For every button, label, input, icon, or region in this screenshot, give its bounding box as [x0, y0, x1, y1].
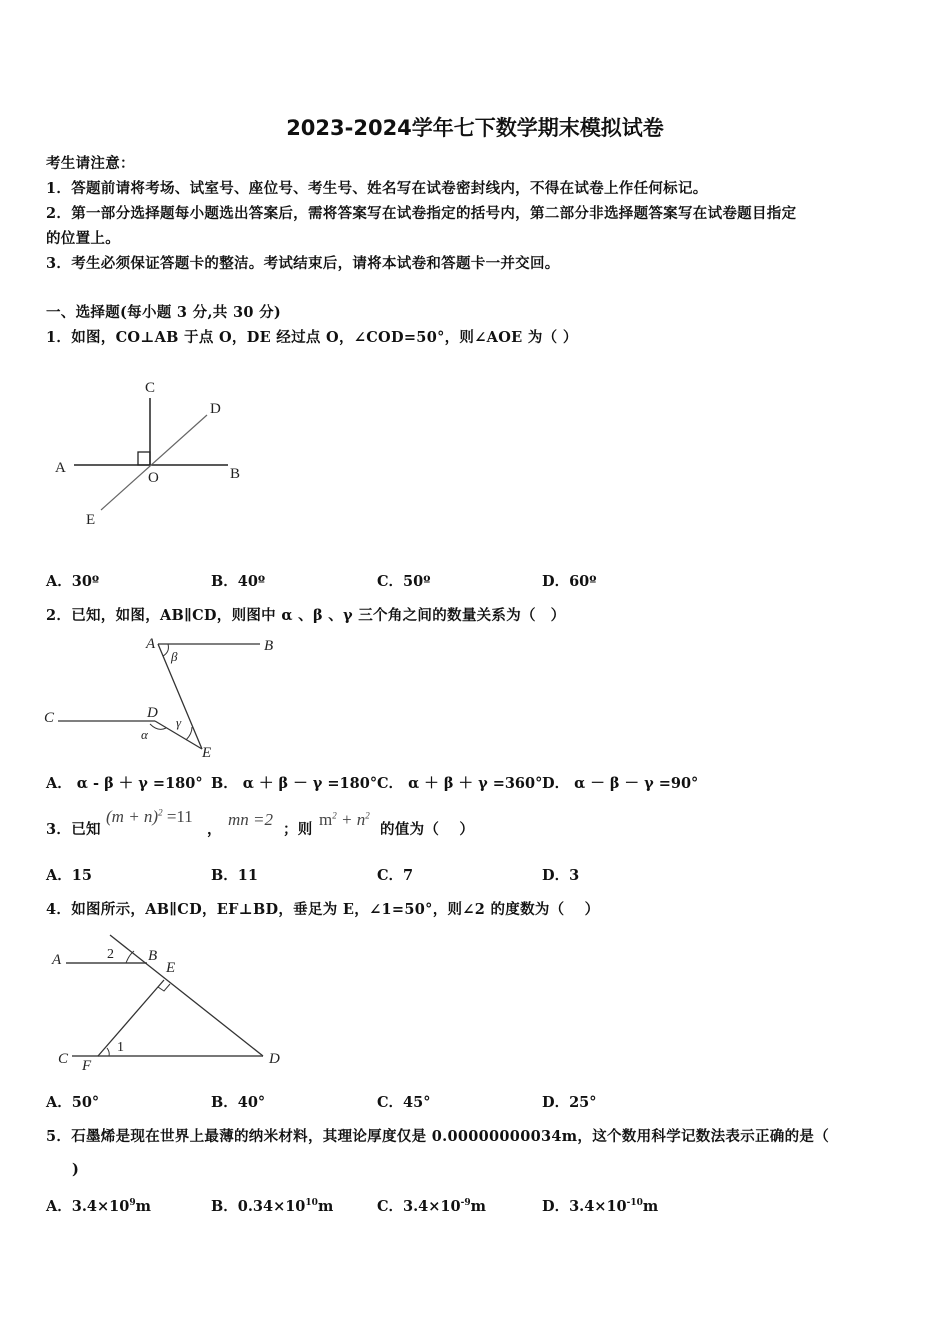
q1-option-d[interactable]: D．60º	[542, 573, 597, 590]
q3-option-c[interactable]: C．7	[377, 867, 414, 884]
svg-text:2: 2	[107, 947, 114, 962]
question-1-text: 1．如图，CO⊥AB 于点 O，DE 经过点 O，∠COD=50°，则∠AOE 为（ ）	[46, 329, 578, 346]
question-3-expr2: mn =2	[228, 810, 273, 829]
svg-text:B: B	[230, 466, 241, 482]
q2-option-d[interactable]: D． α － β － γ =90°	[542, 775, 699, 792]
svg-text:E: E	[202, 745, 212, 761]
q4-option-a[interactable]: A．50°	[46, 1094, 100, 1111]
q1-option-c[interactable]: C．50º	[377, 573, 431, 590]
svg-text:C: C	[145, 380, 156, 396]
q1-option-a[interactable]: A．30º	[46, 573, 100, 590]
svg-text:D: D	[269, 1051, 280, 1067]
question-5-text-cont: )	[72, 1161, 80, 1178]
question-5-text: 5．石墨烯是现在世界上最薄的纳米材料，其理论厚度仅是 0.00000000034m，这个数用科学记数法表示正确的是（	[46, 1128, 829, 1145]
q1-option-b[interactable]: B．40º	[211, 573, 266, 590]
question-3-expr3: $m^2 + n^2$	[319, 810, 370, 829]
svg-text:A: A	[55, 460, 66, 476]
q5-option-a[interactable]: A．$3.4\times 10^9m$	[46, 1198, 151, 1215]
notice-item-1: 1．答题前请将考场、试室号、座位号、考生号、姓名写在试卷密封线内，不得在试卷上作任何标记。	[46, 180, 708, 197]
q5-option-b[interactable]: B．$0.34\times 10^{10}m$	[211, 1198, 334, 1215]
svg-text:F: F	[82, 1058, 92, 1074]
q3-option-a[interactable]: A．15	[46, 867, 92, 884]
svg-text:D: D	[210, 401, 221, 417]
question-3-sep1: ，	[207, 821, 222, 838]
svg-text:E: E	[166, 960, 176, 976]
svg-text:B: B	[148, 948, 158, 964]
question-4-text: 4．如图所示，AB∥CD，EF⊥BD，垂足为 E，∠1=50°，则∠2 的度数为（ ）	[46, 901, 600, 918]
q5-option-d[interactable]: D．$3.4\times 10^{-10}m$	[542, 1198, 659, 1215]
q5-option-c[interactable]: C．$3.4\times 10^{-9}m$	[377, 1198, 486, 1215]
svg-text:D: D	[147, 705, 158, 721]
notice-item-2: 2．第一部分选择题每小题选出答案后，需将答案写在试卷指定的括号内，第二部分非选择题答案写在试卷题目指定	[46, 205, 797, 222]
svg-text:O: O	[148, 470, 159, 486]
q2-option-c[interactable]: C． α ＋ β ＋ γ =360°	[377, 775, 543, 792]
q3-option-b[interactable]: B．11	[211, 867, 258, 884]
question-3-sep2: ；则	[283, 821, 313, 838]
svg-text:A: A	[52, 952, 62, 968]
svg-text:α: α	[141, 727, 148, 742]
notice-item-2-cont: 的位置上。	[46, 230, 120, 247]
notice-heading: 考生请注意：	[46, 155, 135, 172]
svg-text:C: C	[58, 1051, 69, 1067]
svg-text:β: β	[171, 649, 178, 664]
notice-item-3: 3．考生必须保证答题卡的整洁。考试结束后，请将本试卷和答题卡一并交回。	[46, 255, 560, 272]
q4-option-c[interactable]: C．45°	[377, 1094, 431, 1111]
question-3-suffix: 的值为（ ）	[380, 821, 475, 838]
page-title: 2023-2024学年七下数学期末模拟试卷	[286, 116, 664, 140]
question-2-text: 2．已知，如图，AB∥CD，则图中 α 、β 、γ 三个角之间的数量关系为（ ）	[46, 607, 566, 624]
svg-text:A: A	[146, 636, 156, 652]
q4-option-b[interactable]: B．40°	[211, 1094, 266, 1111]
q4-option-d[interactable]: D．25°	[542, 1094, 597, 1111]
svg-text:1: 1	[117, 1040, 124, 1055]
q2-option-b[interactable]: B． α ＋ β － γ =180°	[211, 775, 378, 792]
svg-text:C: C	[44, 710, 55, 726]
section-heading: 一、选择题(每小题 3 分,共 30 分)	[46, 304, 282, 321]
q3-option-d[interactable]: D．3	[542, 867, 580, 884]
q2-option-a[interactable]: A． α - β ＋ γ =180°	[46, 775, 203, 792]
svg-text:B: B	[264, 638, 274, 654]
question-3-expr1: $(m + n)^2 =11$	[106, 807, 193, 826]
svg-text:E: E	[86, 512, 96, 528]
svg-text:γ: γ	[176, 715, 182, 730]
question-3-prefix: 3．已知	[46, 821, 101, 838]
